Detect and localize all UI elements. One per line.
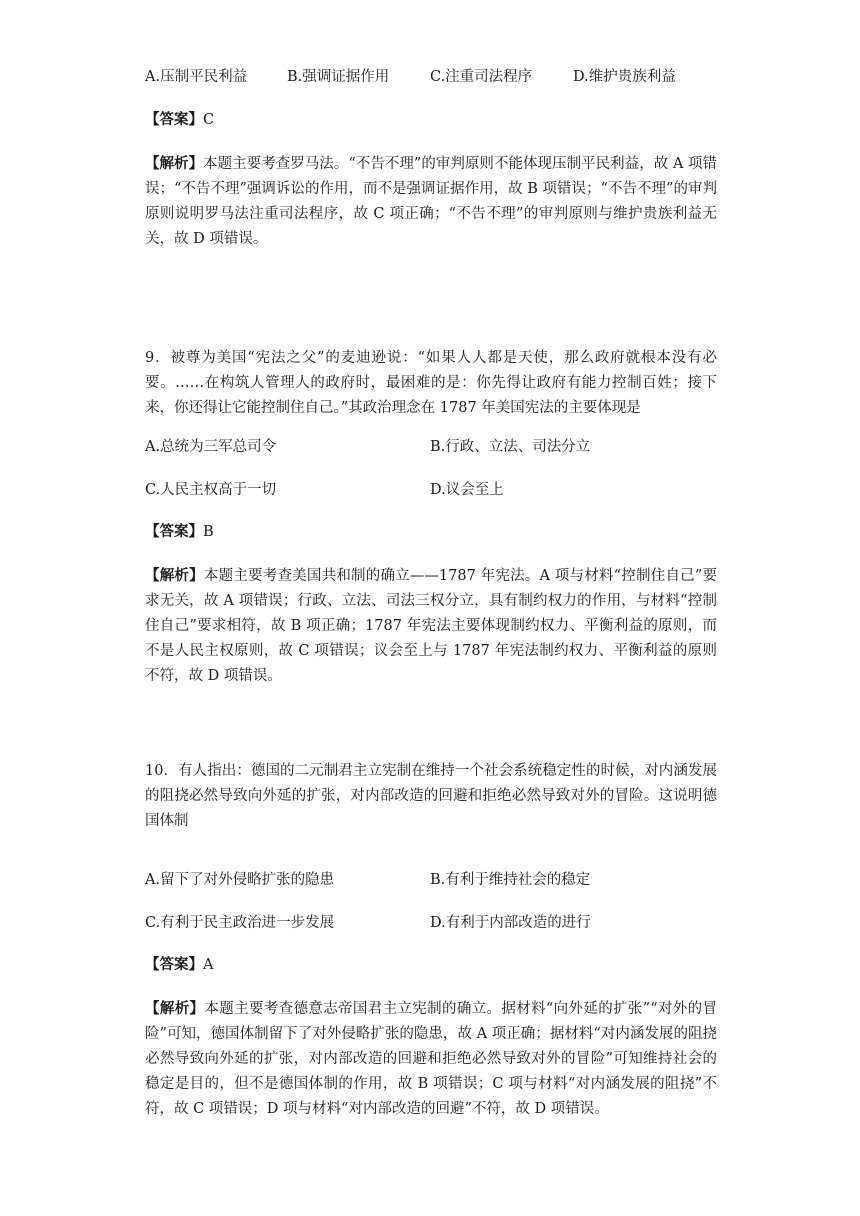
q9-option-b: B.行政、立法、司法分立 bbox=[430, 439, 591, 455]
answer-tag: 【答案】 bbox=[145, 523, 203, 540]
q9-option-a: A.总统为三军总司令 bbox=[145, 439, 277, 455]
analysis-tag: 【解析】 bbox=[145, 1000, 205, 1017]
q9-stem: 9．被尊为美国“宪法之父”的麦迪逊说：“如果人人都是天使，那么政府就根本没有必要。……在构筑人管理人的政府时，最困难的是：你先得让政府有能力控制百姓；接下来，你还得让它能控制住自己。”其政治理念在 1787 年美国宪法的主要体现是 bbox=[145, 350, 717, 416]
q8-option-b: B.强调证据作用 bbox=[287, 69, 390, 85]
analysis-tag: 【解析】 bbox=[145, 155, 204, 172]
q9-option-c: C.人民主权高于一切 bbox=[145, 482, 277, 498]
answer-value: C bbox=[203, 112, 215, 128]
q10-analysis bbox=[145, 996, 717, 1122]
answer-tag: 【答案】 bbox=[145, 111, 203, 128]
answer-tag: 【答案】 bbox=[145, 956, 203, 973]
q9-option-d: D.议会至上 bbox=[430, 482, 504, 498]
q9-answer bbox=[145, 522, 214, 542]
q8-answer bbox=[145, 110, 214, 130]
q10-stem: 10．有人指出：德国的二元制君主立宪制在维持一个社会系统稳定性的时候，对内涵发展的阻挠必然导致向外延的扩张，对内部改造的回避和拒绝必然导致对外的冒险。这说明德国体制 bbox=[145, 763, 717, 829]
answer-value: B bbox=[203, 524, 214, 540]
answer-value: A bbox=[203, 957, 214, 973]
q8-option-a: A.压制平民利益 bbox=[145, 69, 248, 85]
q10-option-c: C.有利于民主政治进一步发展 bbox=[145, 915, 335, 931]
analysis-text: 本题主要考查德意志帝国君主立宪制的确立。据材料“向外延的扩张”“对外的冒险”可知，德国体制留下了对外侵略扩张的隐患，故 A 项正确；据材料“对内涵发展的阻挠必然导致向外延的扩张，对内部改造的回避和拒绝必然导致对外的冒险”可知维持社会的稳定是目的，但不是德国体制的作用，故 B 项错误；C 项与材料“对内涵发展的阻挠”不符，故 C 项错误；D 项与材料“对内部改造的回避”不符，故 D 项错误。 bbox=[145, 1001, 717, 1117]
q9-analysis bbox=[145, 563, 717, 689]
q10-option-d: D.有利于内部改造的进行 bbox=[430, 915, 591, 931]
q8-option-c: C.注重司法程序 bbox=[430, 69, 533, 85]
analysis-tag: 【解析】 bbox=[145, 567, 204, 584]
q10-answer bbox=[145, 955, 213, 975]
q10-option-b: B.有利于维持社会的稳定 bbox=[430, 872, 591, 888]
q8-analysis bbox=[145, 151, 717, 252]
q8-option-d: D.维护贵族利益 bbox=[573, 69, 676, 85]
analysis-text: 本题主要考查美国共和制的确立——1787 年宪法。A 项与材料“控制住自己”要求无关，故 A 项错误；行政、立法、司法三权分立，具有制约权力的作用，与材料“控制住自己”要求相符，故 B 项正确；1787 年宪法主要体现制约权力、平衡利益的原则，而不是人民主权原则，故 C 项错误；议会至上与 1787 年宪法制约权力、平衡利益的原则不符，故 D 项错误。 bbox=[145, 568, 718, 684]
q10-option-a: A.留下了对外侵略扩张的隐患 bbox=[145, 872, 335, 888]
analysis-text: 本题主要考查罗马法。“不告不理”的审判原则不能体现压制平民利益，故 A 项错误；“不告不理”强调诉讼的作用，而不是强调证据作用，故 B 项错误；“不告不理”的审判原则说明罗马法注重司法程序，故 C 项正确；“不告不理”的审判原则与维护贵族利益无关，故 D 项错误。 bbox=[145, 156, 718, 247]
